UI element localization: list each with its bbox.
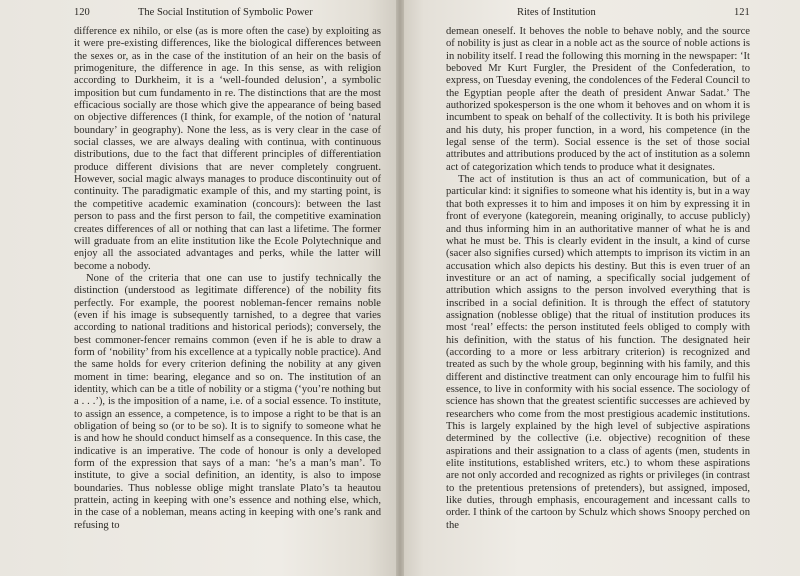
book-gutter (396, 0, 404, 576)
right-page-number: 121 (734, 7, 750, 18)
left-running-head: The Social Institution of Symbolic Power (138, 7, 313, 18)
right-page (400, 0, 800, 576)
left-page-number: 120 (74, 7, 90, 18)
right-paragraph-2: The act of institution is thus an act of communication, but of a particular kind: it signifies to someone what his identity is, but in a way that both expresses it to him and imposes it on him by expressing it in front of everyone (kategorein, meaning originally, to accuse publicly) and thus informing him in an authoritative manner of what he is and what he must be. This is clearly evident in the insult, a kind of curse (sacer also signifies cursed) which attempts to imprison its victim in an accusation which also depicts his destiny. But this is even truer of an investiture or an act of naming, a specifically social judgement of attribution which assigns to the person involved everything that is inscribed in a social definition. It is through the effect of statutory assignation (noblesse oblige) that the ritual of institution produces its most ‘real’ effects: the person instituted feels obliged to comply with his definition, with the status of his function. The designated heir (according to a more or less arbitrary criterion) is recognized and treated as such by the whole group, beginning with his family, and this different and distinctive treatment can only encourage him to fulfil his essence, to live in conformity with his social essence. The sociology of science has shown that the greatest scientific successes are achieved by researchers who come from the most prestigious academic institutions. This is largely explained by the high level of subjective aspirations determined by the collective (i.e. objective) recognition of these aspirations and their assignation to a class of agents (men, students in elite institutions, established writers, etc.) to whom these aspirations are not only accorded and recognized as rights or privileges (in contrast to the pretentious pretensions of pretenders), but assigned, imposed, like duties, through emphasis, encouragement and incessant calls to order. I think of the cartoon by Schulz which shows Snoopy perched on the (446, 174, 750, 531)
right-paragraph-1: demean oneself. It behoves the noble to behave nobly, and the source of nobility is just as clear in a noble act as the source of noble actions is in nobility itself. I read the following this morning in the newspaper: ‘It beboved Mr Kurt Furgler, the President of the Confederation, to express, on Tuesday evening, the condolences of the Federal Council to the Egyptian people after the death of president Anwar Sadat.’ The authorized spokesperson is the one whom it behoves and on whom it is incumbent to speak on behalf of the collectivity. It is both his privilege and his duty, his proper function, in a word, his competence (in the legal sense of the term). Social essence is the set of those social attributes and attributions produced by the act of institution as a solemn act of categorization which tends to produce what it designates. (446, 26, 750, 173)
right-running-head: Rites of Institution (517, 7, 596, 18)
left-paragraph-2: None of the criteria that one can use to justify technically the distinction (understood as legitimate difference) of the nobility fits perfectly. For example, the poorest nobleman-fencer remains noble (even if his image is subsequently tarnished, to a degree that varies according to national traditions and historical periods); conversely, the best commoner-fencer remains common (even if he is able to draw a form of ‘nobility’ from his excellence at a typically noble practice). And the same holds for every criterion defining the nobility at any given moment in time: bearing, elegance and so on. The institution of an identity, which can be a title of nobility or a stigma (‘you’re nothing but a . . .’), is the imposition of a name, i.e. of a social essence. To institute, to assign an essence, a competence, is to impose a right to be that is an obligation of being so (or to be so). It is to signify to someone what he is and how he should conduct himself as a consequence. In this case, the indicative is an imperative. The code of honour is only a developed form of the expression that says of a man: ‘he’s a man’s man’. To institute, to give a social definition, an identity, is also to impose boundaries. Thus noblesse oblige might translate Plato’s ta heautou prattein, acting in keeping with one’s essence and nothing else, which, in the case of a nobleman, means acting in keeping with one’s rank and refusing to (74, 272, 381, 531)
left-body-text (74, 26, 381, 532)
right-body-text (446, 26, 750, 532)
left-paragraph-1: difference ex nihilo, or else (as is more often the case) by exploiting as it were pre-existing differences, like the biological differences between the sexes or, as in the case of the institution of an heir on the basis of primogeniture, the difference in age. In this sense, as with religion according to Durkheim, it is a ‘well-founded delusion’, a symbolic imposition but cum fundamento in re. The distinctions that are the most efficacious socially are those which give the appearance of being based on objective differences (I think, for example, of the notion of ‘natural boundary’ in geography). None the less, as is very clear in the case of social classes, we are always dealing with continua, with continuous distributions, due to the fact that different principles of differentiation produce different divisions that are never completely congruent. However, social magic always manages to produce discontinuity out of continuity. The paradigmatic example of this, and my starting point, is the competitive academic examination (concours): between the last person to pass and the first person to fail, the competitive examination creates differences of all or nothing that can last a lifetime. The former will graduate from an elite institution like the Ecole Polytechnique and enjoy all the associated advantages and perks, while the latter will become a nobody. (74, 26, 381, 272)
